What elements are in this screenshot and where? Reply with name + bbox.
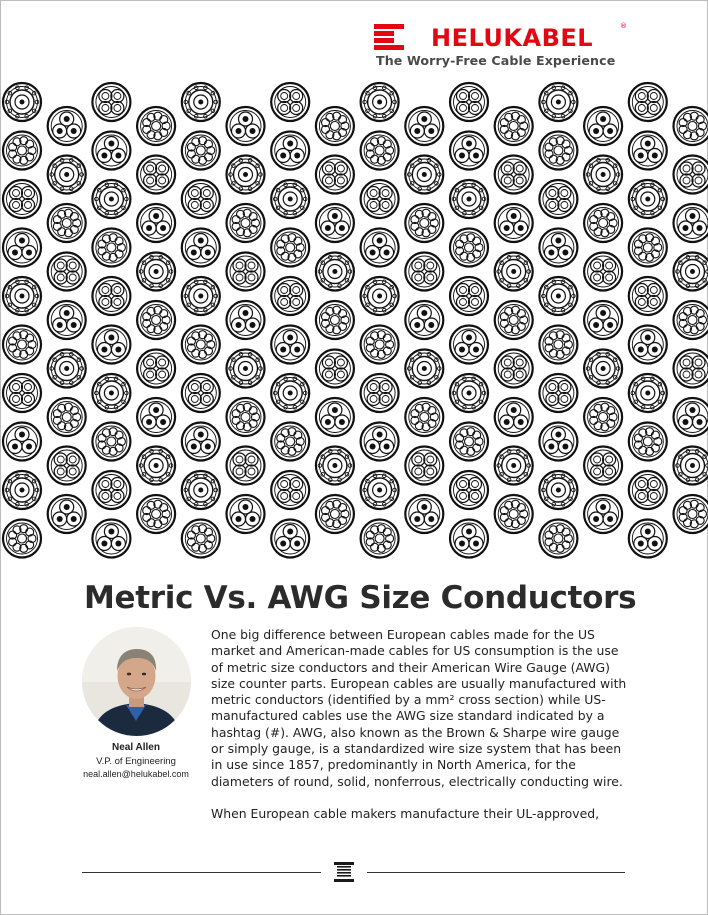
cable-cross-section-icon [405,447,443,485]
cable-cross-section-icon [48,253,86,291]
cable-cross-section-icon [3,326,41,364]
cable-cross-section-icon [584,156,622,194]
cable-cross-section-icon [271,326,309,364]
cable-cross-section-icon [674,107,708,145]
cable-cross-section-icon [92,423,130,461]
cable-cross-section-icon [629,277,667,315]
cable-cross-section-icon [629,132,667,170]
cable-cross-section-icon [629,180,667,218]
cable-cross-section-icon [182,229,220,267]
cable-cross-section-icon [495,495,533,533]
cable-cross-section-icon [629,471,667,509]
cable-cross-section-icon [495,204,533,242]
brand-logo [374,22,634,72]
cable-cross-section-icon [182,83,220,121]
cable-cross-section-icon [271,229,309,267]
cable-cross-section-icon [539,277,577,315]
cable-cross-section-icon [584,398,622,436]
cable-cross-section-icon [92,520,130,558]
cable-cross-section-icon [227,447,265,485]
cable-cross-section-icon [629,326,667,364]
cable-cross-section-icon [3,471,41,509]
cable-cross-section-icon [182,277,220,315]
logo-mark-icon [374,24,404,50]
cable-cross-section-icon [361,471,399,509]
brand-tagline: The Worry-Free Cable Experience [376,53,616,68]
cable-cross-section-icon [539,374,577,412]
cable-cross-section-icon [584,107,622,145]
cable-cross-section-icon [361,520,399,558]
cable-cross-section-icon [137,447,175,485]
cable-cross-section-icon [227,204,265,242]
cable-cross-section-icon [271,520,309,558]
cable-cross-section-icon [92,83,130,121]
cable-cross-section-icon [48,350,86,388]
cable-cross-section-icon [450,374,488,412]
cable-cross-section-icon [629,83,667,121]
cable-cross-section-icon [361,374,399,412]
cable-cross-section-icon [629,520,667,558]
cable-cross-section-icon [584,301,622,339]
cable-cross-section-icon [271,132,309,170]
cable-cross-section-icon [629,374,667,412]
cable-cross-section-icon [227,495,265,533]
cable-cross-section-icon [316,301,354,339]
cable-cross-section-icon [137,301,175,339]
cable-cross-section-icon [227,301,265,339]
cable-cross-section-icon [92,277,130,315]
cable-cross-section-icon [405,204,443,242]
cable-cross-section-icon [227,398,265,436]
cable-cross-section-icon [539,471,577,509]
cable-cross-section-icon [495,156,533,194]
cable-cross-section-icon [361,180,399,218]
author-role: V.P. of Engineering [96,756,176,767]
cable-cross-section-icon [316,398,354,436]
cable-cross-section-icon [629,229,667,267]
cable-cross-section-icon [182,180,220,218]
cable-cross-section-icon [361,229,399,267]
cable-cross-section-icon [674,398,708,436]
cable-cross-section-icon [3,277,41,315]
cable-cross-section-icon [539,520,577,558]
cable-cross-section-icon [3,423,41,461]
cable-cross-section-icon [227,156,265,194]
cable-cross-section-icon [361,326,399,364]
cable-cross-section-icon [271,180,309,218]
cable-cross-section-icon [182,374,220,412]
cable-cross-section-icon [405,495,443,533]
cable-cross-section-icon [674,495,708,533]
cable-cross-section-icon [48,204,86,242]
cable-cross-section-icon [405,253,443,291]
cable-cross-section-icon [316,107,354,145]
cable-cross-section-icon [495,350,533,388]
cable-cross-section-icon [361,83,399,121]
cable-cross-section-icon [674,447,708,485]
cable-cross-section-icon [450,423,488,461]
cable-cross-section-icon [450,326,488,364]
cable-cross-section-icon [629,423,667,461]
cable-cross-section-icon [48,398,86,436]
cable-cross-section-icon [405,398,443,436]
cable-cross-section-icon [674,204,708,242]
cable-cross-section-icon [227,350,265,388]
cable-cross-section-icon [182,471,220,509]
cable-cross-section-icon [316,253,354,291]
cable-cross-section-icon [584,447,622,485]
cable-cross-section-icon [361,423,399,461]
cable-cross-section-icon [450,180,488,218]
article-paragraph: When European cable makers manufacture their UL-approved, [211,805,600,821]
cable-cross-section-icon [361,132,399,170]
article-title: Metric Vs. AWG Size Conductors [84,580,637,616]
cable-cross-section-icon [137,253,175,291]
cable-cross-section-icon [271,374,309,412]
cable-cross-section-icon [3,520,41,558]
cable-cross-section-icon [182,326,220,364]
cable-cross-section-icon [137,398,175,436]
cable-cross-section-icon [92,471,130,509]
cable-cross-section-icon [584,204,622,242]
cable-cross-section-icon [3,374,41,412]
cable-cross-section-icon [3,229,41,267]
cable-cross-section-icon [584,495,622,533]
cable-cross-section-icon [137,204,175,242]
cable-cross-section-icon [271,423,309,461]
cable-cross-section-icon [48,107,86,145]
cable-spool-icon [333,861,355,883]
cable-cross-section-icon [182,132,220,170]
cable-cross-section-icon [137,495,175,533]
cable-cross-section-icon [227,253,265,291]
author-email: neal.allen@helukabel.com [83,769,189,779]
cable-cross-section-icon [48,301,86,339]
cable-cross-section-icon [495,107,533,145]
cable-cross-section-icon [137,156,175,194]
cable-cross-section-icon [450,229,488,267]
author-name: Neal Allen [112,742,160,753]
cable-cross-section-icon [674,156,708,194]
cable-cross-section-icon [92,374,130,412]
cable-cross-section-icon [271,83,309,121]
cable-cross-section-icon [271,471,309,509]
cable-cross-section-icon [450,83,488,121]
cable-cross-section-icon [3,132,41,170]
author-photo [82,627,191,736]
cable-cross-section-icon [92,180,130,218]
cable-cross-section-icon [495,447,533,485]
registered-mark: ® [620,22,627,30]
cable-cross-section-icon [495,253,533,291]
cable-cross-section-icon [450,520,488,558]
article-body [211,627,631,822]
cable-cross-section-icon [539,229,577,267]
cable-cross-section-icon [92,132,130,170]
cable-cross-section-icon [539,326,577,364]
cable-cross-section-icon [450,471,488,509]
cable-cross-section-icon [405,350,443,388]
cable-cross-section-icon [182,520,220,558]
cable-cross-section-icon [182,423,220,461]
cable-cross-section-icon [316,447,354,485]
cable-cross-section-icon [316,204,354,242]
footer-divider-right [367,872,625,873]
cable-cross-section-icon [495,301,533,339]
cable-cross-section-icon [92,229,130,267]
footer-divider-left [82,872,321,873]
article-paragraph: One big difference between European cables made for the US market and American-made cables for US consumption is the use of metric size conductors and their American Wire Gauge (AWG) size counter parts. European cables are usually manufactured with metric conductors (identified by a mm² cross section) while US-manufactured cables use the AWG size standard indicated by a hashtag (#). AWG, also known as the Brown & Sharpe wire gauge or simply gauge, is a standardized wire size system that has been in use since 1857, predominantly in North America, for the diameters of round, solid, nonferrous, electrically conducting wire. [211,627,627,789]
cable-cross-section-icon [316,495,354,533]
cable-cross-section-icon [674,301,708,339]
cable-cross-section-icon [48,495,86,533]
cable-cross-section-icon [316,156,354,194]
cable-cross-section-icon [137,350,175,388]
cable-cross-section-icon [137,107,175,145]
cable-cross-section-icon [405,156,443,194]
cable-cross-section-icon [3,180,41,218]
cable-cross-section-icon [405,107,443,145]
cable-cross-section-icon [539,132,577,170]
cable-cross-section-icon [48,156,86,194]
cable-cross-section-icon [674,253,708,291]
cable-cross-section-icon [584,253,622,291]
cable-cross-section-icon [584,350,622,388]
cable-cross-section-icon [405,301,443,339]
cable-cross-section-icon [539,83,577,121]
cable-cross-section-icon [450,277,488,315]
cable-cross-section-icon [316,350,354,388]
cable-cross-section-icon [539,423,577,461]
cable-cross-section-icon [92,326,130,364]
cable-cross-section-icon [450,132,488,170]
cable-cross-section-icon [674,350,708,388]
cable-cross-section-icon [495,398,533,436]
cable-pattern [0,78,708,570]
cable-cross-section-icon [539,180,577,218]
cable-cross-section-icon [361,277,399,315]
cable-cross-section-icon [227,107,265,145]
cable-cross-section-icon [3,83,41,121]
brand-name: HELUKABEL [431,24,594,52]
cable-cross-section-icon [48,447,86,485]
cable-cross-section-icon [271,277,309,315]
